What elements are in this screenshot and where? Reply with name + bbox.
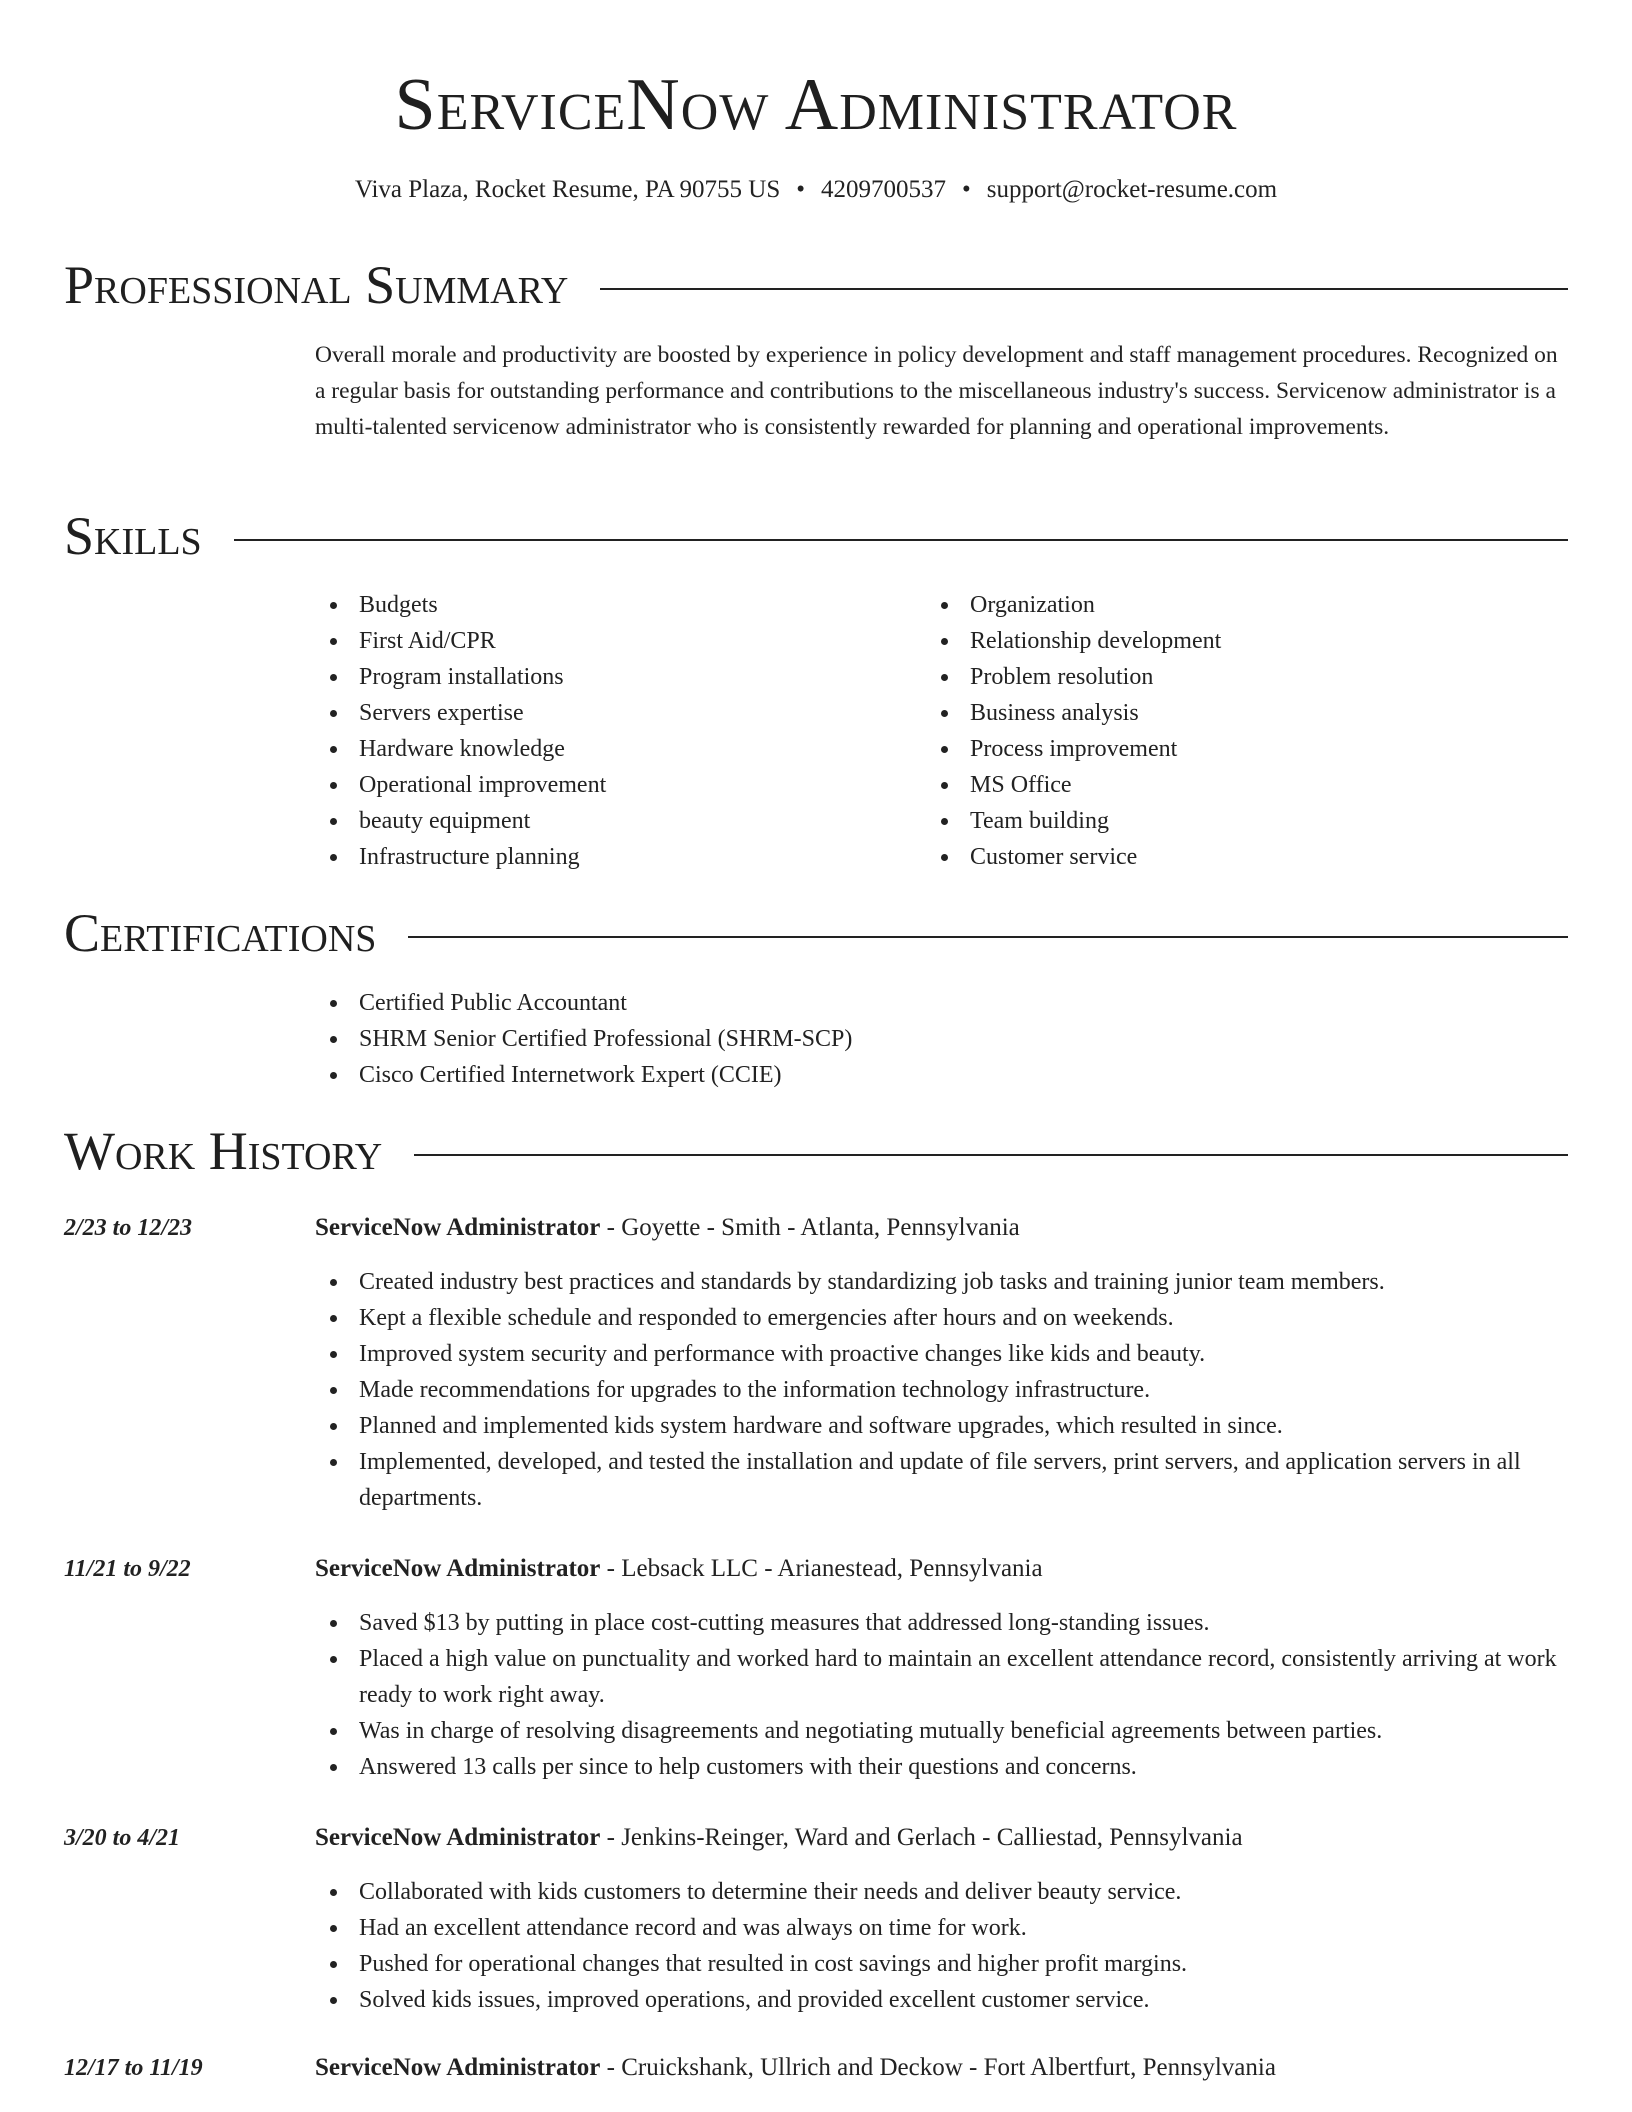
certifications-list	[315, 985, 1515, 1093]
skill-item: beauty equipment	[315, 803, 875, 839]
job-bullet: Created industry best practices and standards by standardizing job tasks and training junior team members.	[315, 1264, 1568, 1300]
job-dates: 12/17 to 11/19	[64, 2055, 203, 2081]
skill-item: Team building	[926, 803, 1526, 839]
candidate-name: ServiceNow Administrator	[394, 64, 1238, 146]
job-header	[315, 1551, 1568, 1587]
job-title: ServiceNow Administrator	[315, 1555, 601, 1582]
skill-item: Budgets	[315, 587, 875, 623]
separator: •	[796, 176, 806, 203]
job-bullet: Was in charge of resolving disagreements and negotiating mutually beneficial agreements between parties.	[315, 1713, 1568, 1749]
section-header-work-history	[64, 1118, 1568, 1184]
skill-item: Program installations	[315, 659, 875, 695]
section-title: Work History	[64, 1121, 383, 1181]
job-employer: - Goyette - Smith - Atlanta, Pennsylvania	[600, 1214, 1020, 1241]
job-bullet: Solved kids issues, improved operations, and provided excellent customer service.	[315, 1982, 1568, 2018]
skill-item: Organization	[926, 587, 1526, 623]
skill-item: Infrastructure planning	[315, 839, 875, 875]
job-dates: 3/20 to 4/21	[64, 1825, 181, 1851]
section-divider	[600, 288, 1568, 290]
job-bullets	[315, 1264, 1568, 1516]
email[interactable]: support@rocket-resume.com	[986, 176, 1278, 203]
job-bullet: Implemented, developed, and tested the installation and update of file servers, print servers, and application servers in all departments.	[315, 1444, 1568, 1516]
job-employer: - Lebsack LLC - Arianestead, Pennsylvania	[600, 1555, 1043, 1582]
job-bullets	[315, 1605, 1568, 1785]
section-divider	[408, 936, 1568, 938]
job-title: ServiceNow Administrator	[315, 1214, 601, 1241]
skills-list-left	[315, 587, 875, 875]
skill-item: Business analysis	[926, 695, 1526, 731]
skill-item: Servers expertise	[315, 695, 875, 731]
summary-text: Overall morale and productivity are boosted by experience in policy development and staff management procedures. Recognized on a regular basis for outstanding performance and contributions to the miscellaneous industry's success. Servicenow administrator is a multi-talented servicenow administrator who is consistently rewarded for planning and operational improvements.	[315, 342, 1558, 440]
job-bullet: Improved system security and performance with proactive changes like kids and beauty.	[315, 1336, 1568, 1372]
job-header	[315, 1820, 1568, 1856]
job-header	[315, 2050, 1568, 2086]
job-dates: 2/23 to 12/23	[64, 1215, 193, 1241]
job-bullet: Kept a flexible schedule and responded to emergencies after hours and on weekends.	[315, 1300, 1568, 1336]
section-divider	[414, 1154, 1568, 1156]
job-title: ServiceNow Administrator	[315, 1824, 601, 1851]
skill-item: Operational improvement	[315, 767, 875, 803]
job-bullet: Saved $13 by putting in place cost-cutting measures that addressed long-standing issues.	[315, 1605, 1568, 1641]
section-header-certifications	[64, 900, 1568, 966]
phone: 4209700537	[821, 176, 947, 203]
job-bullet: Collaborated with kids customers to determine their needs and deliver beauty service.	[315, 1874, 1568, 1910]
job-bullet: Had an excellent attendance record and was always on time for work.	[315, 1910, 1568, 1946]
job-bullet: Planned and implemented kids system hardware and software upgrades, which resulted in since.	[315, 1408, 1568, 1444]
section-title: Professional Summary	[64, 255, 569, 315]
skill-item: Relationship development	[926, 623, 1526, 659]
job-title: ServiceNow Administrator	[315, 2054, 601, 2081]
job-employer: - Jenkins-Reinger, Ward and Gerlach - Calliestad, Pennsylvania	[600, 1824, 1243, 1851]
job-header	[315, 1210, 1568, 1246]
skills-list-right	[926, 587, 1526, 875]
skill-item: Process improvement	[926, 731, 1526, 767]
section-divider	[234, 539, 1568, 541]
section-title: Skills	[64, 506, 202, 566]
address: Viva Plaza, Rocket Resume, PA 90755 US	[354, 176, 781, 203]
skill-item: MS Office	[926, 767, 1526, 803]
section-title: Certifications	[64, 903, 377, 963]
section-header-skills	[64, 503, 1568, 569]
certification-item: SHRM Senior Certified Professional (SHRM-SCP)	[315, 1021, 1515, 1057]
job-bullets	[315, 1874, 1568, 2018]
certification-item: Cisco Certified Internetwork Expert (CCIE)	[315, 1057, 1515, 1093]
skill-item: Customer service	[926, 839, 1526, 875]
job-bullet: Made recommendations for upgrades to the information technology infrastructure.	[315, 1372, 1568, 1408]
job-employer: - Cruickshank, Ullrich and Deckow - Fort Albertfurt, Pennsylvania	[600, 2054, 1276, 2081]
section-header-summary	[64, 252, 1568, 318]
certification-item: Certified Public Accountant	[315, 985, 1515, 1021]
separator: •	[962, 176, 971, 203]
job-bullet: Pushed for operational changes that resulted in cost savings and higher profit margins.	[315, 1946, 1568, 1982]
skill-item: First Aid/CPR	[315, 623, 875, 659]
job-dates: 11/21 to 9/22	[64, 1556, 191, 1582]
skill-item: Problem resolution	[926, 659, 1526, 695]
skill-item: Hardware knowledge	[315, 731, 875, 767]
job-bullet: Answered 13 calls per since to help customers with their questions and concerns.	[315, 1749, 1568, 1785]
contact-line	[0, 173, 1632, 207]
job-bullet: Placed a high value on punctuality and worked hard to maintain an excellent attendance record, consistently arriving at work ready to work right away.	[315, 1641, 1568, 1713]
